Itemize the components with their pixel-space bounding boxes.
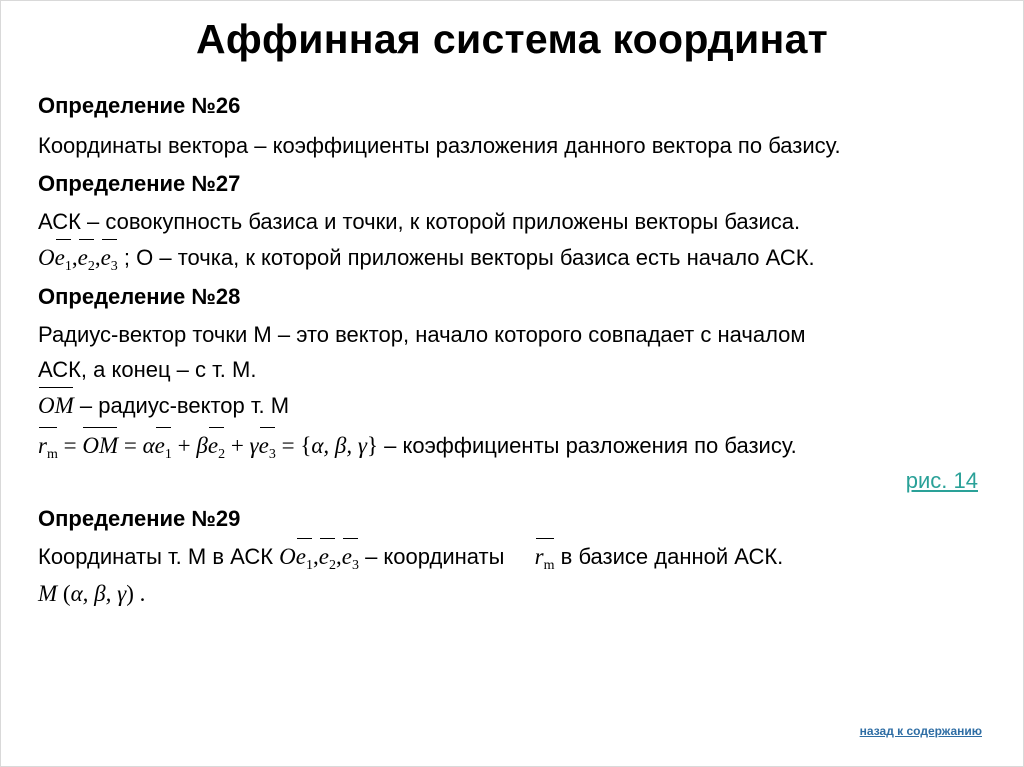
radius-vector-text: – радиус-вектор т. М — [79, 393, 290, 418]
ack-basis-formula: $Oe_1,e_2,e_3$ — [38, 245, 118, 270]
definition-29-heading: Определение №29 — [38, 506, 241, 531]
om-vector-formula: OM — [38, 393, 74, 418]
definition-29-text-2: – координаты — [365, 544, 505, 569]
definition-29-text-3: в базисе данной АСК. — [560, 544, 784, 569]
decomposition-formula: $r_m$ = OM = $\alpha e_1 + \beta e_2 + \gamma e_3 = \{\alpha$, β, γ} — [38, 433, 378, 458]
figure-14-link[interactable]: рис. 14 — [905, 468, 978, 493]
definition-28-heading: Определение №28 — [38, 284, 241, 309]
decomposition-text: – коэффициенты разложения по базису. — [384, 433, 797, 458]
definition-27-heading: Определение №27 — [38, 171, 241, 196]
definition-26-text: Координаты вектора – коэффициенты разложения данного вектора по базису. — [38, 133, 841, 158]
page-title: Аффинная система координат — [195, 16, 829, 62]
definition-29-text-1: Координаты т. М в АСК — [38, 544, 274, 569]
definition-27-formula-line — [38, 244, 815, 281]
definition-29-text-line — [38, 543, 783, 580]
definition-27-text: АСК – совокупность базиса и точки, к которой приложены векторы базиса. — [38, 209, 801, 234]
definition-26-heading: Определение №26 — [38, 93, 241, 118]
radius-vector-line — [38, 392, 289, 420]
definition-27-origin-text: ; О – точка, к которой приложены векторы базиса есть начало АСК. — [123, 245, 815, 270]
point-coordinates-line — [38, 580, 145, 608]
point-coordinates-formula: M (α, β, γ) . — [38, 581, 146, 606]
definition-28-text-2: АСК, а конец – с т. М. — [38, 357, 257, 382]
ack-basis-formula-2: $Oe_1,e_2,e_3$ — [279, 544, 359, 569]
back-to-contents-link[interactable]: назад к содержанию — [859, 724, 982, 738]
decomposition-line — [38, 432, 797, 469]
rm-vector-formula: $r_m$ — [535, 543, 555, 580]
definition-28-text-1: Радиус-вектор точки М – это вектор, начало которого совпадает с началом — [38, 322, 806, 347]
